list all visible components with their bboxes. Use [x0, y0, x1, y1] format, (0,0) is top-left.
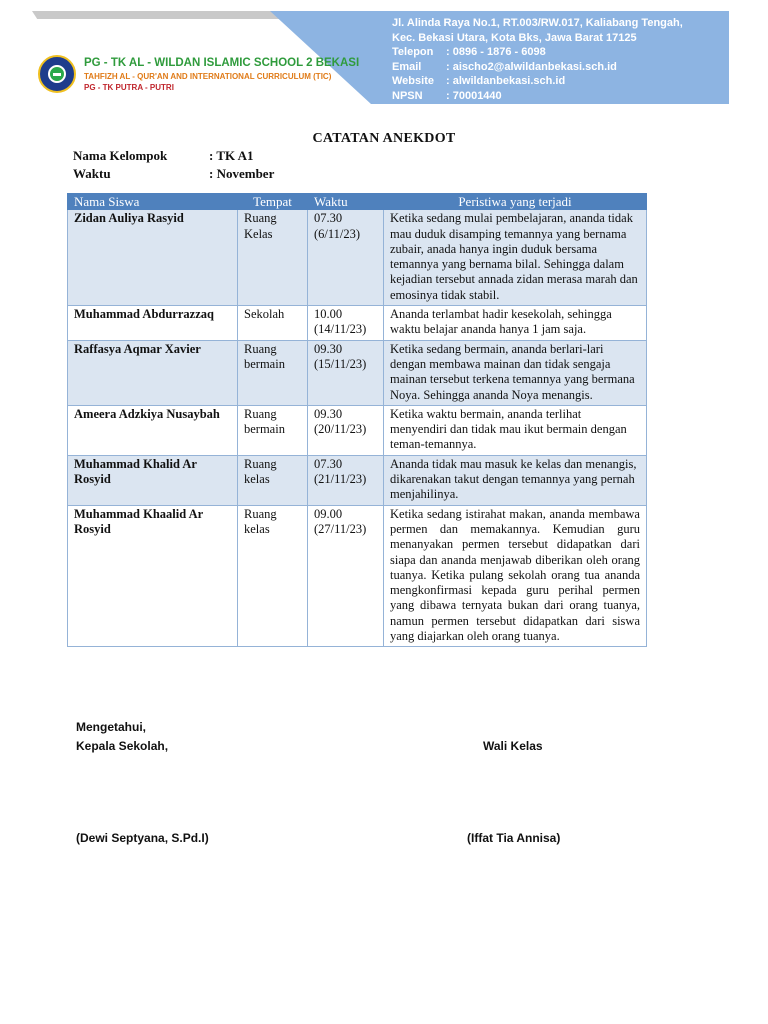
- table-row: [68, 340, 647, 405]
- table-header-row: [68, 194, 647, 210]
- logo-bar: [53, 73, 61, 76]
- contact-npsn: [392, 89, 683, 104]
- place: Sekolah: [238, 306, 308, 341]
- contact-npsn-value: : 70001440: [446, 89, 502, 102]
- school-logo-icon: [38, 55, 76, 93]
- table-row: [68, 210, 647, 306]
- student-name: Muhammad Abdurrazzaq: [68, 306, 238, 341]
- place: Ruang kelas: [238, 505, 308, 647]
- school-contact: [392, 16, 683, 104]
- place: Ruang Kelas: [238, 210, 308, 306]
- contact-website-label: Website: [392, 75, 434, 88]
- time: 07.30 (21/11/23): [308, 455, 384, 505]
- acknowledged-label: Mengetahui,: [76, 720, 147, 734]
- event: Ketika waktu bermain, ananda terlihat menyendiri dan tidak mau ikut bermain dengan teman-temannya.: [384, 405, 647, 455]
- contact-email: [392, 60, 683, 75]
- event: Ananda terlambat hadir kesekolah, sehingga waktu belajar ananda hanya 1 jam saja.: [384, 306, 647, 341]
- header-time: Waktu: [308, 194, 384, 210]
- student-name: Zidan Auliya Rasyid: [68, 210, 238, 306]
- table-row: [68, 505, 647, 647]
- event: Ketika sedang mulai pembelajaran, ananda tidak mau duduk disamping temannya yang bernama zubair, anada hanya ingin duduk bersama temannya yang bernama bilal. Sehingga dalam kejadian tersebut annada zidan merasa marah dan emosinya tidak stabil.: [384, 210, 647, 306]
- table-row: [68, 306, 647, 341]
- group-row: [73, 148, 254, 164]
- header-name: Nama Siswa: [68, 194, 238, 210]
- header-event: Peristiwa yang terjadi: [384, 194, 647, 210]
- time-value: : November: [209, 166, 275, 181]
- student-name: Ameera Adzkiya Nusaybah: [68, 405, 238, 455]
- contact-website: [392, 74, 683, 89]
- place: Ruang bermain: [238, 340, 308, 405]
- logo-emblem: [48, 65, 66, 83]
- event: Ketika sedang istirahat makan, ananda membawa permen dan memakannya. Kemudian guru menanyakan permen tersebut didapatkan dari siapa dan ananda menjawab diberikan oleh orang tuanya. Ketika pulang sekolah orang tua ananda mengkonfirmasi kepada guru perihal permen yang dibawa ternyata bukan dari orang tuanya, namun permen tersebut didapatkan dari siswa yang diajarkan oleh orang tuanya.: [384, 505, 647, 647]
- school-subtitle: TAHFIZH AL - QUR'AN AND INTERNATIONAL CURRICULUM (TIC): [84, 72, 332, 81]
- student-name: Raffasya Aqmar Xavier: [68, 340, 238, 405]
- school-name: PG - TK AL - WILDAN ISLAMIC SCHOOL 2 BEKASI: [84, 57, 360, 69]
- contact-npsn-label: NPSN: [392, 89, 423, 102]
- time-label: Waktu: [73, 166, 111, 181]
- contact-phone-value: : 0896 - 1876 - 6098: [446, 46, 546, 59]
- place: Ruang kelas: [238, 455, 308, 505]
- student-name: Muhammad Khaalid Ar Rosyid: [68, 505, 238, 647]
- letterhead-stripe: [32, 11, 292, 19]
- group-label: Nama Kelompok: [73, 148, 168, 163]
- document-title: CATATAN ANEKDOT: [312, 131, 456, 146]
- place: Ruang bermain: [238, 405, 308, 455]
- time: 09.30 (20/11/23): [308, 405, 384, 455]
- teacher-title: Wali Kelas: [483, 739, 543, 753]
- header-place: Tempat: [238, 194, 308, 210]
- event: Ananda tidak mau masuk ke kelas dan menangis, dikarenakan takut dengan temannya yang pernah menjahilinya.: [384, 455, 647, 505]
- contact-phone: [392, 45, 683, 60]
- contact-phone-label: Telepon: [392, 46, 434, 59]
- contact-email-label: Email: [392, 60, 422, 73]
- anecdote-table: [67, 193, 647, 647]
- time: 07.30 (6/11/23): [308, 210, 384, 306]
- table-row: [68, 405, 647, 455]
- school-subtitle-2: PG - TK PUTRA - PUTRI: [84, 83, 174, 92]
- contact-website-value: : alwildanbekasi.sch.id: [446, 75, 566, 88]
- contact-email-value: : aischo2@alwildanbekasi.sch.id: [446, 60, 617, 73]
- time: 09.30 (15/11/23): [308, 340, 384, 405]
- address-line-2: Kec. Bekasi Utara, Kota Bks, Jawa Barat 17125: [392, 31, 637, 44]
- principal-name: (Dewi Septyana, S.Pd.I): [76, 831, 209, 845]
- table-row: [68, 455, 647, 505]
- time: 09.00 (27/11/23): [308, 505, 384, 647]
- address-line-1: Jl. Alinda Raya No.1, RT.003/RW.017, Kaliabang Tengah,: [392, 17, 683, 29]
- time: 10.00 (14/11/23): [308, 306, 384, 341]
- student-name: Muhammad Khalid Ar Rosyid: [68, 455, 238, 505]
- teacher-name: (Iffat Tia Annisa): [467, 831, 561, 845]
- group-value: : TK A1: [209, 148, 254, 163]
- principal-title: Kepala Sekolah,: [76, 739, 169, 753]
- time-row: [73, 166, 274, 182]
- event: Ketika sedang bermain, ananda berlari-lari dengan membawa mainan dan tidak sengaja mainan tersebut terkena temannya yang bermana Noya. Sehingga ananda Noya menangis.: [384, 340, 647, 405]
